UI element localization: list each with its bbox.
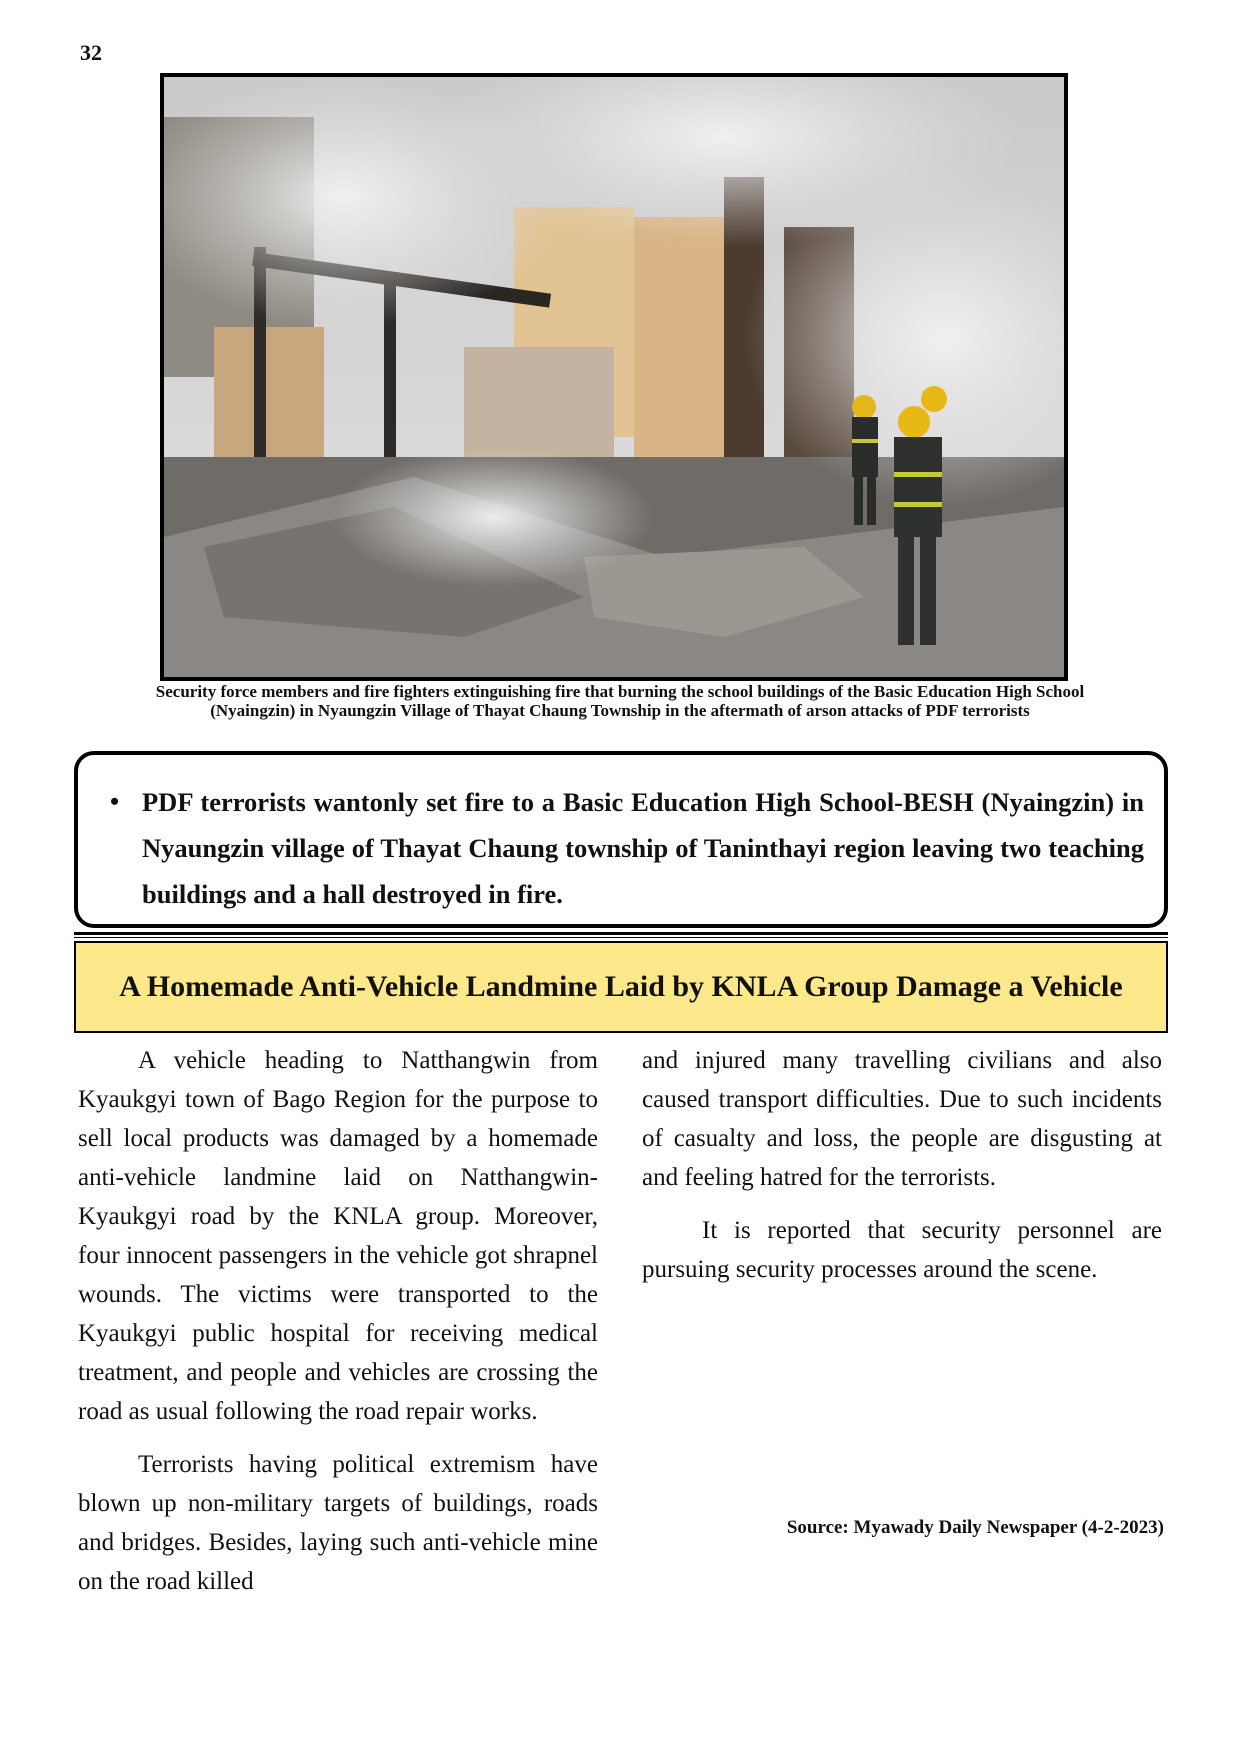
article-paragraph-3: It is reported that security personnel are pursuing security processes around the scene. bbox=[642, 1217, 1162, 1283]
source-credit: Source: Myawady Daily Newspaper (4-2-2023) bbox=[786, 1517, 1164, 1538]
highlight-list bbox=[98, 779, 1144, 917]
article-paragraph-1: A vehicle heading to Natthangwin from Kyaukgyi town of Bago Region for the purpose to sell local products was damaged by a homemade anti-vehicle landmine laid on Natthangwin-Kyaukgyi road by the KNLA group. Moreover, four innocent passengers in the vehicle got shrapnel wounds. The victims were transported to the Kyaukgyi public hospital for receiving medical treatment, and people and vehicles are crossing the road as usual following the road repair works. bbox=[78, 1047, 598, 1425]
article-paragraph-2: Terrorists having political extremism have blown up non-military targets of buildings, roads and bridges. Besides, laying such anti-vehicle mine on the road killed bbox=[78, 1451, 598, 1595]
photo-caption: Security force members and fire fighters extinguishing fire that burning the school buildings of the Basic Education High School (Nyaingzin) in Nyaungzin Village of Thayat Chaung Township in the aftermath of arson attacks of PDF terrorists bbox=[155, 682, 1085, 720]
bullet-icon: • bbox=[110, 787, 120, 816]
article-column-left bbox=[78, 1041, 598, 1601]
article-paragraph-2-continued: and injured many travelling civilians and also caused transport difficulties. Due to such incidents of casualty and loss, the people are disgusting at and feeling hatred for the terrorists. bbox=[642, 1047, 1162, 1191]
divider-rule-top bbox=[74, 932, 1168, 935]
page-number: 32 bbox=[80, 40, 102, 65]
article-column-right bbox=[642, 1041, 1162, 1289]
highlight-text: PDF terrorists wantonly set fire to a Basic Education High School-BESH (Nyaingzin) in Nyaungzin village of Thayat Chaung township of Taninthayi region leaving two teaching buildings and a hall destroyed in fire. bbox=[142, 787, 1144, 909]
highlight-item bbox=[110, 779, 1144, 917]
divider-rule-bottom bbox=[74, 937, 1168, 938]
highlight-box bbox=[74, 751, 1168, 928]
headline-banner bbox=[74, 941, 1168, 1033]
photo-illustration bbox=[164, 77, 1064, 677]
fire-scene-photo bbox=[160, 73, 1068, 681]
headline: A Homemade Anti-Vehicle Landmine Laid by KNLA Group Damage a Vehicle bbox=[119, 970, 1123, 1003]
